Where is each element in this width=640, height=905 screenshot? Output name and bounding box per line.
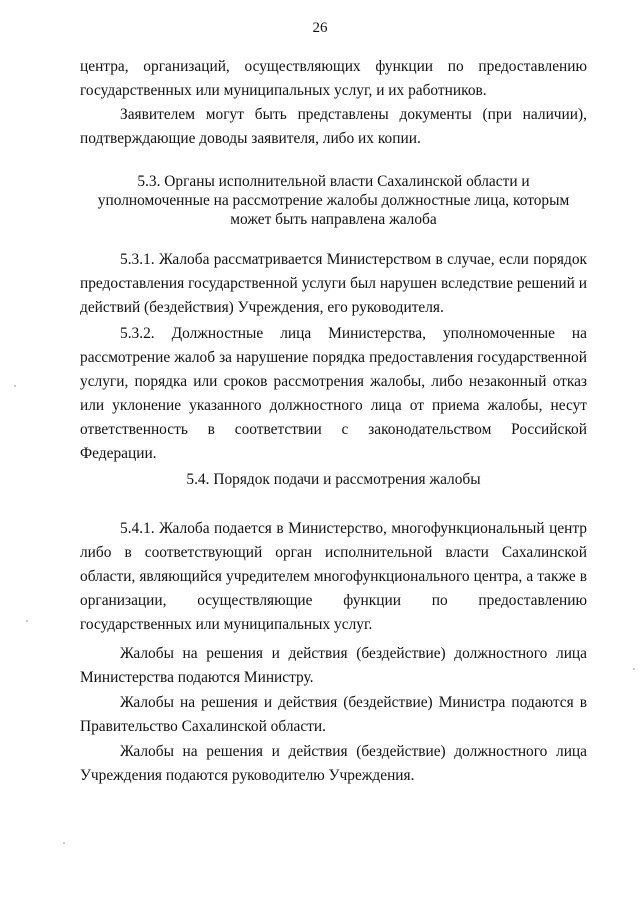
paragraph-institution: Жалобы на решения и действия (бездействие) должностного лица Учреждения подаются руководителю Учреждения. bbox=[80, 743, 587, 784]
scan-speck bbox=[633, 668, 635, 670]
section-heading-5-3: 5.3. Органы исполнительной власти Сахалинской области и уполномоченные на рассмотрение жалобы должностные лица, которым может быть направлена жалоба bbox=[97, 173, 570, 228]
paragraph-5-4-1: 5.4.1. Жалоба подается в Министерство, многофункциональный центр либо в соответствующий орган исполнительной власти Сахалинской области, являющийся учредителем многофункционального центра, а также в организации, осуществляющие функции по предоставлению государственных или муниципальных услуг. bbox=[80, 520, 587, 633]
scan-speck bbox=[26, 620, 28, 622]
scan-speck bbox=[14, 385, 16, 387]
paragraph-documents: Заявителем могут быть представлены документы (при наличии), подтверждающие доводы заявителя, либо их копии. bbox=[80, 106, 587, 147]
page-number: 26 bbox=[312, 20, 328, 36]
paragraph-5-3-2: 5.3.2. Должностные лица Министерства, уполномоченные на рассмотрение жалоб за нарушение порядка предоставления государственной услуги, порядка или сроков рассмотрения жалобы, либо незаконный отказ или уклонение указанного должностного лица от приема жалобы, несут ответственность в соответствии с законодательством Российской Федерации. bbox=[80, 325, 587, 462]
paragraph-minister: Жалобы на решения и действия (бездействие) Министра подаются в Правительство Сахалинской области. bbox=[80, 694, 587, 735]
scan-speck bbox=[63, 842, 65, 844]
paragraph-5-3-1: 5.3.1. Жалоба рассматривается Министерством в случае, если порядок предоставления государственной услуги был нарушен вследствие решений и действий (бездействия) Учреждения, его руководителя. bbox=[80, 251, 587, 316]
paragraph-continuation: центра, организаций, осуществляющих функции по предоставлению государственных или муниципальных услуг, и их работников. bbox=[80, 58, 587, 99]
section-heading-5-4: 5.4. Порядок подачи и рассмотрения жалобы bbox=[186, 471, 481, 488]
paragraph-ministry: Жалобы на решения и действия (бездействие) должностного лица Министерства подаются Министру. bbox=[80, 645, 587, 686]
